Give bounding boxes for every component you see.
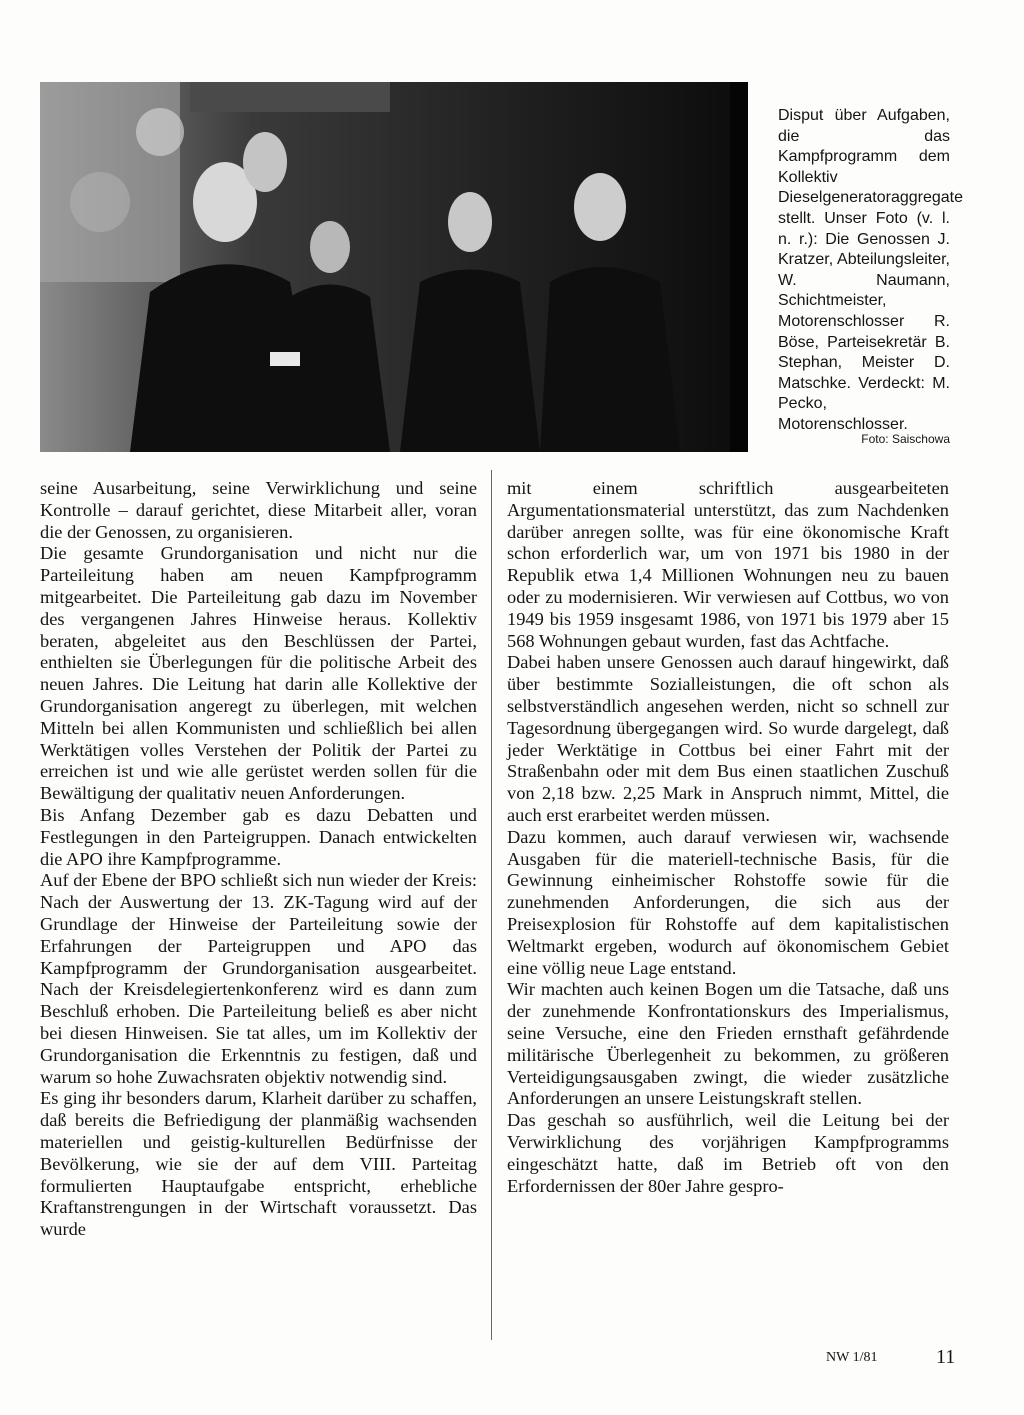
paragraph: Das geschah so ausführlich, weil die Leitung bei der Verwirklichung des vorjährigen Kampfprogramms eingeschätzt hatte, daß im Betrieb oft von den Erfordernissen der 80er Jahre gespro- xyxy=(507,1110,949,1196)
paragraph: Die gesamte Grundorganisation und nicht nur die Parteileitung haben am neuen Kampfprogramm mitgearbeitet. Die Parteileitung gab dazu im November des vergangenen Jahres Hinweise heraus. Kollektiv beraten, abgeleitet aus den Beschlüssen der Partei, enthielten sie Überlegungen für die politische Arbeit des neuen Jahres. Die Leitung hat darin alle Kollektive der Grundorganisation angeregt zu überlegen, mit welchen Mitteln bei allen Kommunisten und schließlich bei allen Werktätigen volles Verstehen der Politik der Partei zu erreichen ist und wie alle gerüstet werden sollen für die Bewältigung der qualitativ neuen Anforderungen. xyxy=(40,543,477,804)
paragraph: Bis Anfang Dezember gab es dazu Debatten und Festlegungen in den Parteigruppen. Danach entwickelten die APO ihre Kampfprogramme. xyxy=(40,804,477,869)
photo-credit: Foto: Saischowa xyxy=(861,432,950,446)
workers-group-photo xyxy=(40,82,748,452)
paragraph: Auf der Ebene der BPO schließt sich nun wieder der Kreis: Nach der Auswertung der 13. ZK-Tagung wird auf der Grundlage der Hinweise der Parteileitung sowie der Erfahrungen der Parteigruppen und APO das Kampfprogramm der Grundorganisation ausgearbeitet. Nach der Kreisdelegiertenkonferenz wird es dann zum Beschluß erhoben. Die Parteileitung beließ es aber nicht bei diesen Hinweisen. Sie tat alles, um im Kollektiv der Grundorganisation die Erkenntnis zu festigen, daß und warum so hohe Zuwachsraten objektiv notwendig sind. xyxy=(40,870,477,1087)
paragraph: mit einem schriftlich ausgearbeiteten Argumentationsmaterial unterstützt, das zum Nachdenken darüber anregen sollte, was für eine ökonomische Kraft schon erforderlich war, um von 1971 bis 1980 in der Republik etwa 1,4 Millionen Wohnungen neu zu bauen oder zu modernisieren. Wir verwiesen auf Cottbus, wo von 1949 bis 1959 insgesamt 1986, von 1971 bis 1979 aber 15 568 Wohnungen gebaut wurden, fast das Achtfache. xyxy=(507,478,949,651)
column-divider xyxy=(491,470,492,1340)
photo-caption xyxy=(778,106,964,436)
paragraph: seine Ausarbeitung, seine Verwirklichung und seine Kontrolle – darauf gerichtet, diese Mitarbeit aller, voran die der Genossen, zu organisieren. xyxy=(40,478,477,542)
paragraph: Es ging ihr besonders darum, Klarheit darüber zu schaffen, daß bereits die Befriedigung der planmäßig wachsenden materiellen und geistig-kulturellen Bedürfnisse der Bevölkerung, wie sie der auf dem VIII. Parteitag formulierten Hauptaufgabe entspricht, erhebliche Kraftanstrengungen in der Wirtschaft voraussetzt. Das wurde xyxy=(40,1088,477,1240)
caption-text: Disput über Aufgaben, die das Kampfprogramm dem Kollektiv Dieselgeneratoraggregate stellt. Unser Foto (v. l. n. r.): Die Genossen J. Kratzer, Abteilungsleiter, W. Naumann, Schichtmeister, Motorenschlosser R. Böse, Parteisekretär B. Stephan, Meister D. Matschke. Verdeckt: M. Pecko, Motorenschlosser. xyxy=(778,107,964,433)
photo xyxy=(40,82,748,452)
issue-label: NW 1/81 xyxy=(826,1350,878,1365)
article-column-right xyxy=(507,478,949,1197)
article-column-left xyxy=(40,478,477,1241)
page-number: 11 xyxy=(936,1346,956,1368)
paragraph: Wir machten auch keinen Bogen um die Tatsache, daß uns der zunehmende Konfrontationskurs des Imperialismus, seine Versuche, eine den Frieden ernsthaft gefährdende militärische Überlegenheit zu bekommen, zu größeren Verteidigungsausgaben zwingt, die wieder zusätzliche Anforderungen an unsere Leistungskraft stellen. xyxy=(507,979,949,1109)
paragraph: Dazu kommen, auch darauf verwiesen wir, wachsende Ausgaben für die materiell-technische Basis, für die Gewinnung einheimischer Rohstoffe sowie für die zunehmenden Anforderungen, die sich aus der Preisexplosion für Rohstoffe auf dem kapitalistischen Weltmarkt ergeben, wodurch auf ökonomischem Gebiet eine völlig neue Lage entstand. xyxy=(507,826,949,978)
paragraph: Dabei haben unsere Genossen auch darauf hingewirkt, daß über bestimmte Sozialleistungen, die oft schon als selbstverständlich angesehen werden, nicht so schnell zur Tagesordnung übergegangen wird. So wurde dargelegt, daß jeder Werktätige in Cottbus bei einer Fahrt mit der Straßenbahn oder mit dem Bus einen staatlichen Zuschuß von 2,18 bzw. 2,25 Mark in Anspruch nimmt, Mittel, die auch erst erarbeitet werden müssen. xyxy=(507,652,949,825)
